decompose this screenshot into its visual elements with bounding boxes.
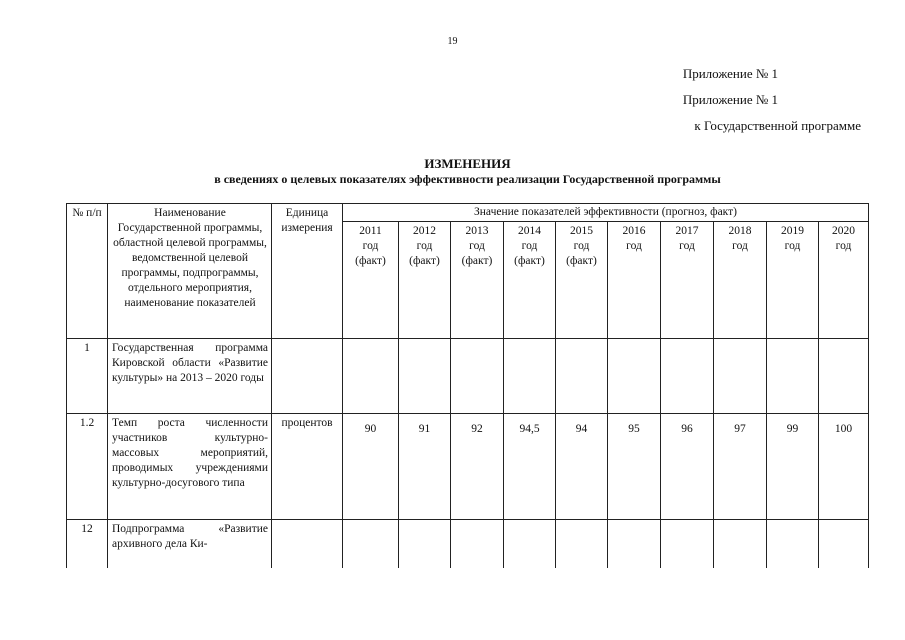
row-value [819, 520, 869, 569]
header-year-year: 2019 [781, 225, 804, 237]
header-year-sub: год [416, 240, 433, 252]
row-value [451, 339, 504, 414]
row-value [767, 339, 819, 414]
header-year-2017 [661, 222, 714, 339]
header-year-year: 2015 [570, 225, 593, 237]
row-value [608, 520, 661, 569]
table-row [67, 520, 869, 569]
document-title: ИЗМЕНЕНИЯ [424, 156, 511, 171]
row-number: 1.2 [67, 414, 108, 520]
header-year-year: 2016 [622, 225, 646, 237]
header-year-2020 [819, 222, 869, 339]
row-value: 95 [608, 414, 661, 520]
header-year-sub: год [732, 240, 748, 252]
row-number: 12 [67, 520, 108, 569]
row-name: Темп роста численности участников культурно-массовых мероприятий, проводимых учреждениями культурно-досугового типа [108, 414, 272, 520]
row-value [661, 339, 714, 414]
row-value [819, 339, 869, 414]
indicators-table [66, 203, 869, 568]
row-unit [272, 520, 343, 569]
row-value [451, 520, 504, 569]
row-value [661, 520, 714, 569]
row-value: 94 [556, 414, 608, 520]
header-year-year: 2014 [518, 225, 541, 237]
row-value [399, 520, 451, 569]
header-year-year: 2012 [413, 225, 436, 237]
header-year-sub: год [835, 240, 852, 252]
row-value [608, 339, 661, 414]
table-row [67, 339, 869, 414]
header-year-sub: год [521, 240, 538, 252]
header-year-year: 2018 [728, 225, 752, 237]
header-name: Наименование Государственной программы, областной целевой программы, ведомственной целевой программы, подпрограммы, отдельного мероприятия, наименование показателей [108, 204, 272, 339]
header-year-note: (факт) [409, 255, 440, 267]
row-name: Государственная программа Кировской области «Развитие культуры» на 2013 – 2020 годы [108, 339, 272, 414]
header-values: Значение показателей эффективности (прогноз, факт) [343, 204, 869, 222]
header-year-year: 2020 [832, 225, 855, 237]
row-value [343, 339, 399, 414]
row-value [343, 520, 399, 569]
header-year-2014 [504, 222, 556, 339]
row-name: Подпрограмма «Развитие архивного дела Ки- [108, 520, 272, 569]
row-value: 92 [451, 414, 504, 520]
header-year-year: 2011 [359, 225, 382, 237]
row-value [767, 520, 819, 569]
appendix-line-3: к Государственной программе [694, 118, 861, 133]
row-value [714, 520, 767, 569]
row-value [714, 339, 767, 414]
header-year-note: (факт) [566, 255, 597, 267]
row-value [504, 339, 556, 414]
appendix-line-2: Приложение № 1 [682, 92, 778, 107]
header-year-2019 [767, 222, 819, 339]
header-year-sub: год [469, 240, 485, 252]
header-year-note: (факт) [461, 255, 493, 267]
header-year-year: 2017 [675, 225, 699, 237]
row-value: 99 [767, 414, 819, 520]
header-year-sub: год [784, 240, 801, 252]
document-subtitle: в сведениях о целевых показателях эффективности реализации Государственной программы [214, 172, 721, 186]
row-number: 1 [67, 339, 108, 414]
header-year-note: (факт) [355, 255, 386, 267]
row-unit: процентов [272, 414, 343, 520]
header-year-sub: год [626, 240, 642, 252]
header-year-2015 [556, 222, 608, 339]
header-unit: Единица измерения [272, 204, 343, 339]
header-year-sub: год [679, 240, 695, 252]
row-value: 100 [819, 414, 869, 520]
row-unit [272, 339, 343, 414]
appendix-line-1: Приложение № 1 [682, 66, 778, 81]
row-value: 97 [714, 414, 767, 520]
table-row [67, 414, 869, 520]
row-value: 90 [343, 414, 399, 520]
row-value: 91 [399, 414, 451, 520]
row-value [556, 520, 608, 569]
header-year-year: 2013 [465, 225, 489, 237]
header-year-2016 [608, 222, 661, 339]
header-year-2013 [451, 222, 504, 339]
row-value [504, 520, 556, 569]
row-value: 94,5 [504, 414, 556, 520]
row-value: 96 [661, 414, 714, 520]
header-year-note: (факт) [514, 255, 545, 267]
header-year-2018 [714, 222, 767, 339]
header-num: № п/п [67, 204, 108, 339]
header-year-2012 [399, 222, 451, 339]
header-year-2011 [343, 222, 399, 339]
table-header-row-1 [67, 204, 869, 222]
row-value [399, 339, 451, 414]
page-number: 19 [447, 36, 458, 47]
header-year-sub: год [573, 240, 590, 252]
row-value [556, 339, 608, 414]
header-year-sub: год [362, 240, 379, 252]
